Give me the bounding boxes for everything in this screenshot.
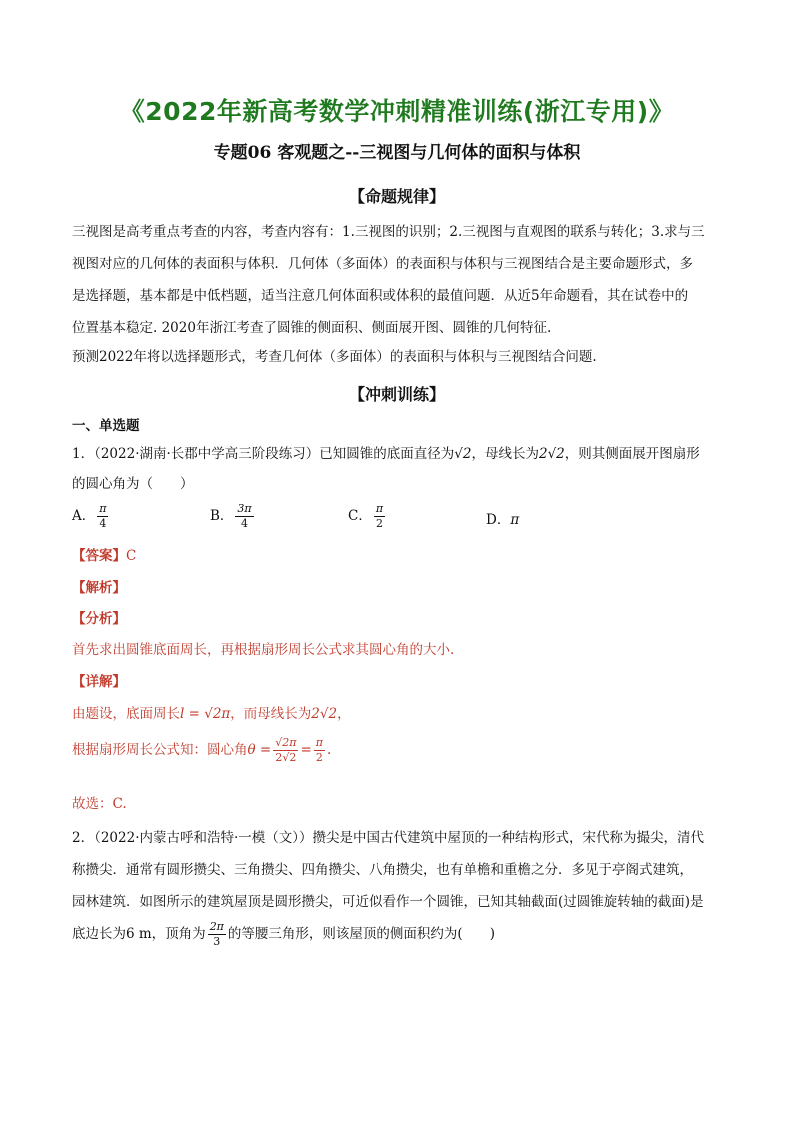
numerator: 2π [209, 920, 224, 933]
detail-tag: 【详解】 [72, 674, 126, 690]
fenxi-text: 首先求出圆锥底面周长，再根据扇形周长公式求其圆心角的大小. [72, 642, 455, 658]
math-expression: l = √2π [180, 706, 231, 722]
denominator: 3 [213, 935, 221, 948]
question-2-line-3: 园林建筑．如图所示的建筑屋顶是圆形攒尖，可近似看作一个圆锥，已知其轴截面(过圆锥旋转轴的截面)是 [72, 894, 704, 910]
numerator: π [375, 502, 384, 515]
detail-text: ， [337, 706, 351, 722]
option-label: D． [486, 512, 511, 528]
denominator: 4 [99, 517, 107, 530]
fraction [235, 502, 253, 531]
math-expression: 2√2 [311, 706, 338, 722]
detail-text: ，而母线长为 [230, 706, 312, 722]
document-title: 《2022年新高考数学冲刺精准训练(浙江专用)》 [119, 97, 675, 126]
fenxi-tag: 【分析】 [72, 611, 126, 627]
fraction [208, 920, 226, 949]
intro-line: 是选择题，基本都是中低档题，适当注意几何体面积或体积的最值问题．从近5年命题看，其在试卷中的 [72, 288, 689, 304]
equals-sign: = [300, 742, 312, 758]
part-label: 一、单选题 [72, 418, 140, 434]
detail-text: . [327, 742, 332, 758]
question-2-text: 的等腰三角形，则该屋顶的侧面积约为( ) [227, 926, 495, 942]
denominator: 2 [315, 751, 323, 764]
question-1-line-1 [72, 442, 700, 462]
question-2-line-2: 称攒尖．通常有圆形攒尖、三角攒尖、四角攒尖、八角攒尖，也有单檐和重檐之分．多见于亭阁式建筑， [72, 862, 693, 878]
fraction [374, 502, 385, 531]
denominator: 4 [241, 517, 249, 530]
intro-line: 预测2022年将以选择题形式，考查几何体（多面体）的表面积与体积与三视图结合问题. [72, 349, 597, 365]
option-value: π [510, 512, 520, 528]
answer-tag: 【答案】 [72, 548, 126, 564]
section-heading-training: 【冲刺训练】 [348, 385, 445, 404]
section-heading-rules: 【命题规律】 [348, 187, 445, 206]
numerator: √2π [275, 736, 297, 749]
detail-text: 根据扇形周长公式知：圆心角 [72, 742, 248, 758]
math-expression: 2√2 [538, 446, 565, 462]
topic-subtitle: 专题06 客观题之--三视图与几何体的面积与体积 [213, 143, 581, 163]
option-label: A． [72, 508, 96, 524]
fraction [273, 736, 298, 765]
math-expression: θ = [247, 742, 272, 758]
intro-line: 三视图是高考重点考查的内容，考查内容有：1.三视图的识别；2.三视图与直观图的联系与转化；3.求与三 [72, 224, 705, 240]
option-c [348, 502, 387, 531]
fraction [314, 736, 325, 765]
detail-line-1 [72, 702, 351, 722]
option-b [210, 502, 256, 531]
question-1-line-2: 的圆心角为（ ） [72, 476, 194, 492]
denominator: 2√2 [275, 751, 297, 764]
option-label: B． [210, 508, 234, 524]
detail-line-2 [72, 736, 331, 765]
option-d [486, 508, 519, 528]
question-1-text: 1．（2022·湖南·长郡中学高三阶段练习）已知圆锥的底面直径为 [72, 446, 455, 462]
math-expression: √2 [454, 446, 472, 462]
question-2-text: 底边长为6 m，顶角为 [72, 926, 206, 942]
numerator: 3π [237, 502, 252, 515]
denominator: 2 [375, 517, 383, 530]
answer-value: C [126, 548, 137, 564]
intro-line: 视图对应的几何体的表面积与体积．几何体（多面体）的表面积与体积与三视图结合是主要命题形式，多 [72, 256, 693, 272]
numerator: π [99, 502, 107, 515]
intro-line: 位置基本稳定. 2020年浙江考查了圆锥的侧面积、侧面展开图、圆锥的几何特征. [72, 320, 552, 336]
option-label: C． [348, 508, 372, 524]
answer-line [72, 544, 136, 564]
question-2-line-1: 2．（2022·内蒙古呼和浩特·一模（文））攒尖是中国古代建筑中屋顶的一种结构形式，宋代称为撮尖，清代 [72, 830, 705, 846]
question-1-text: ，则其侧面展开图扇形 [564, 446, 700, 462]
question-2-line-4 [72, 920, 495, 949]
numerator: π [315, 736, 324, 749]
conclusion: 故选：C. [72, 796, 127, 812]
analysis-tag: 【解析】 [72, 580, 126, 596]
question-1-text: ，母线长为 [471, 446, 539, 462]
option-a [72, 502, 110, 531]
fraction [97, 502, 108, 531]
detail-text: 由题设，底面周长 [72, 706, 180, 722]
